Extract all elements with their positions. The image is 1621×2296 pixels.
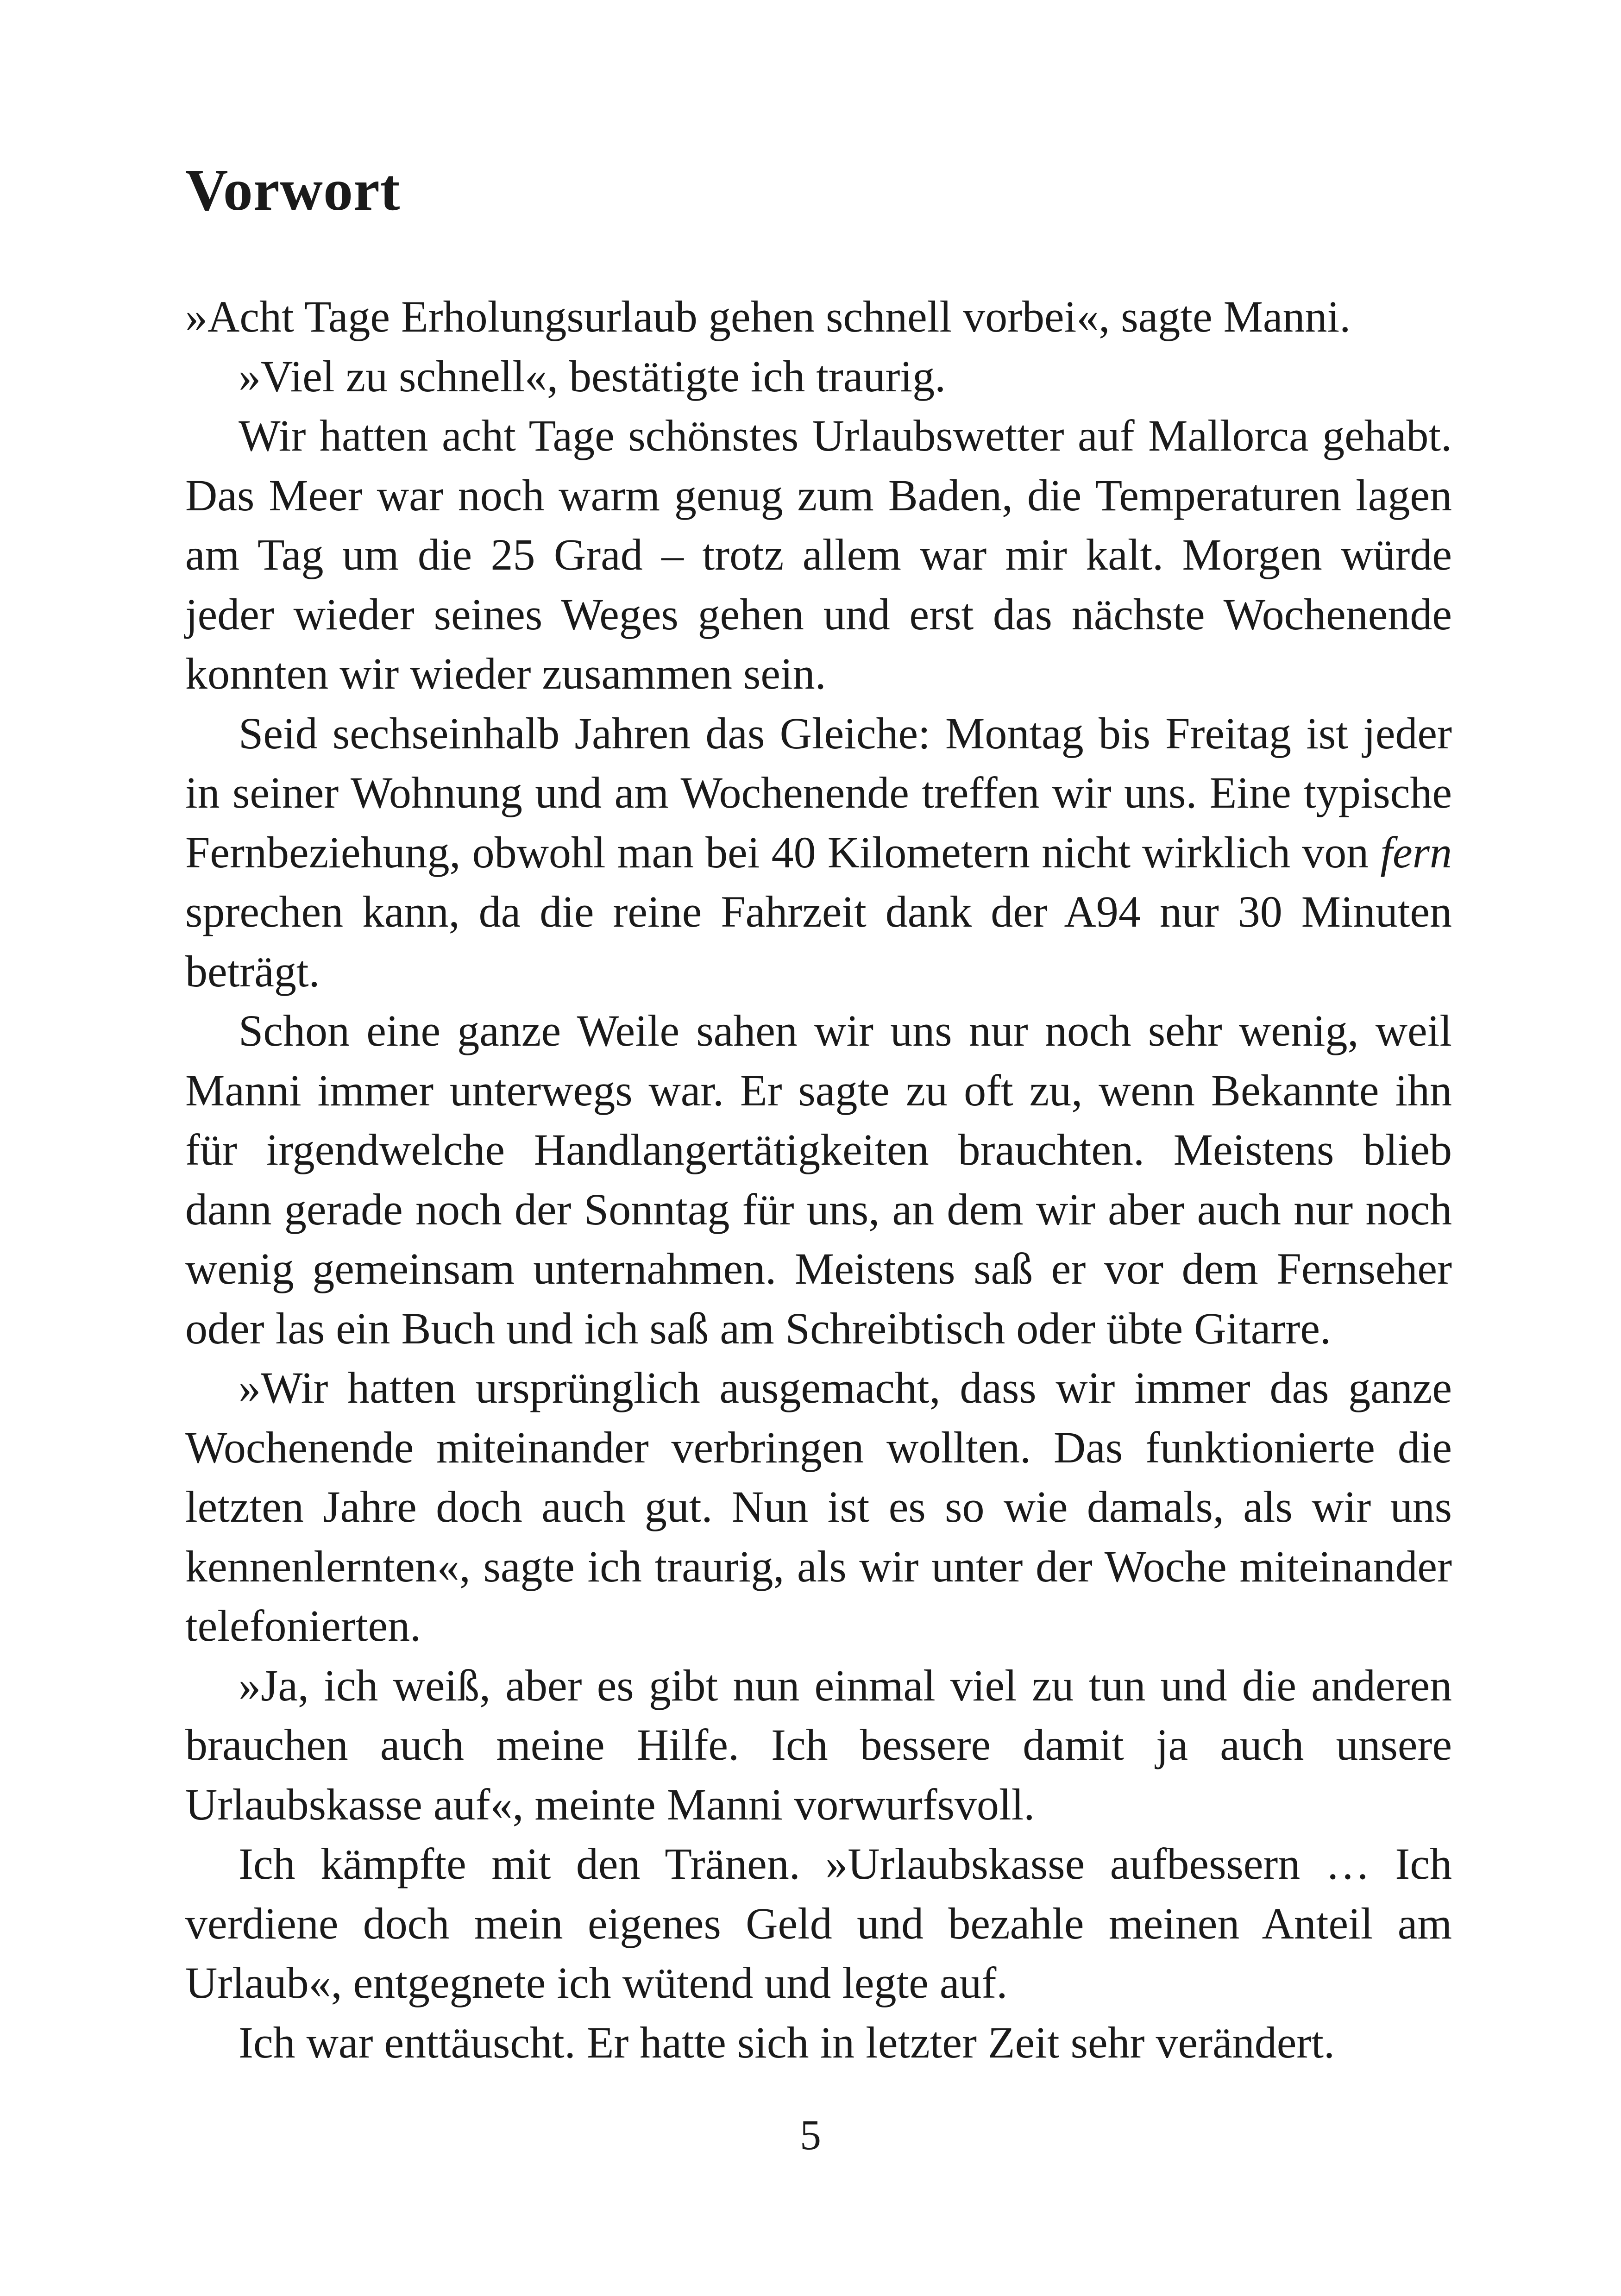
paragraph-8: Ich kämpfte mit den Tränen. »Urlaubskasse aufbessern … Ich verdiene doch mein eigenes Geld und bezahle meinen Anteil am Urlaub«, entgegnete ich wütend und legte auf. (185, 1839, 1452, 2007)
paragraph-4-start: Seid sechseinhalb Jahren das Gleiche: Montag bis Freitag ist jeder in seiner Wohnung und am Wochenende treffen wir uns. Eine typische Fernbeziehung, obwohl man bei 40 Kilometern nicht wirklich von (185, 708, 1452, 877)
paragraph-5: Schon eine ganze Weile sahen wir uns nur noch sehr wenig, weil Manni immer unterwegs war. Er sagte zu oft zu, wenn Bekannte ihn für irgendwelche Handlangertätigkeiten brauchten. Meistens blieb dann gerade noch der Sonntag für uns, an dem wir aber auch nur noch wenig gemeinsam unternahmen. Meistens saß er vor dem Fernseher oder las ein Buch und ich saß am Schreibtisch oder übte Gitarre. (185, 1006, 1452, 1353)
paragraph-4-end: sprechen kann, da die reine Fahrzeit dank der A94 nur 30 Minuten beträgt. (185, 887, 1452, 996)
paragraph-9: Ich war enttäuscht. Er hatte sich in letzter Zeit sehr verändert. (239, 2017, 1335, 2067)
paragraph-4 (185, 704, 1452, 1002)
paragraph-2: »Viel zu schnell«, bestätigte ich traurig. (239, 351, 946, 401)
chapter-heading: Vorwort (185, 157, 401, 223)
emphasis-fern: fern (1380, 827, 1452, 877)
chapter-body (185, 287, 1452, 2072)
page-number: 5 (800, 2111, 821, 2158)
paragraph-1: »Acht Tage Erholungsurlaub gehen schnell vorbei«, sagte Manni. (185, 292, 1351, 341)
paragraph-6: »Wir hatten ursprünglich ausgemacht, dass wir immer das ganze Wochenende miteinander verbringen wollten. Das funktionierte die letzten Jahre doch auch gut. Nun ist es so wie damals, als wir uns kennenlernten«, sagte ich traurig, als wir unter der Woche miteinander telefonierten. (185, 1363, 1452, 1650)
paragraph-3: Wir hatten acht Tage schönstes Urlaubswetter auf Mallorca gehabt. Das Meer war noch warm genug zum Baden, die Temperaturen lagen am Tag um die 25 Grad – trotz allem war mir kalt. Morgen würde jeder wieder seines Weges gehen und erst das nächste Wochenende konnten wir wieder zusammen sein. (185, 411, 1452, 698)
paragraph-7: »Ja, ich weiß, aber es gibt nun einmal viel zu tun und die anderen brauchen auch meine Hilfe. Ich bessere damit ja auch unsere Urlaubskasse auf«, meinte Manni vorwurfsvoll. (185, 1660, 1452, 1829)
